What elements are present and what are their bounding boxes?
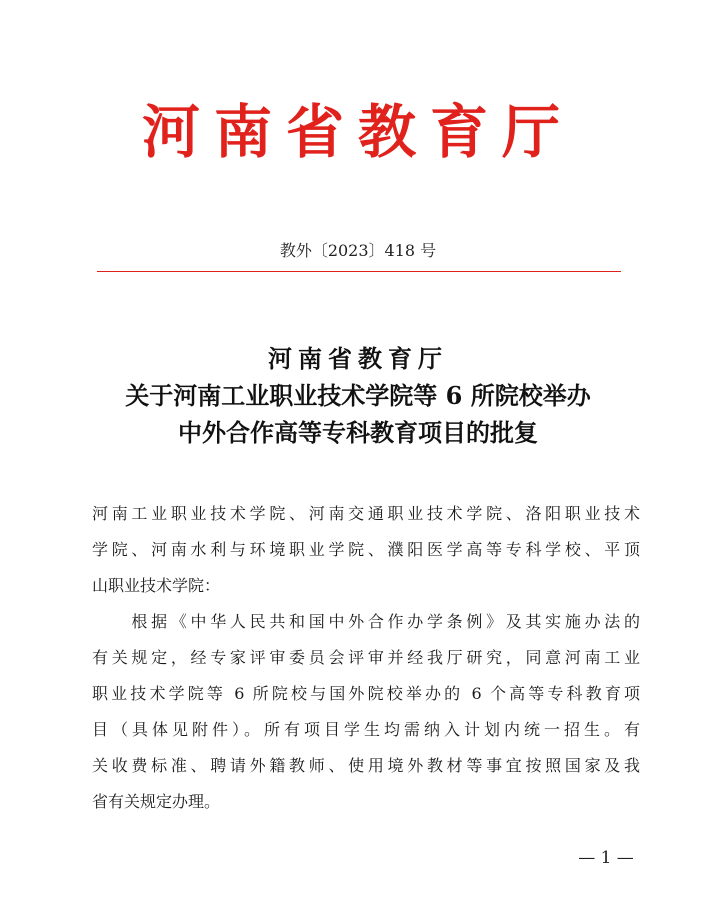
issuing-organization-header: 河南省教育厅 xyxy=(141,98,574,166)
body-paragraph-line-2: 有关规定，经专家评审委员会评审并经我厅研究，同意河南工业 xyxy=(92,648,640,667)
recipients-line-2: 学院、河南水利与环境职业学院、濮阳医学高等专科学校、平顶 xyxy=(92,540,640,559)
recipients-line-1: 河南工业职业技术学院、河南交通职业技术学院、洛阳职业技术 xyxy=(92,504,640,523)
body-paragraph-line-4: 目（具体见附件）。所有项目学生均需纳入计划内统一招生。有 xyxy=(92,720,640,739)
title-line-organization: 河南省教育厅 xyxy=(268,344,448,373)
red-separator-line xyxy=(97,271,621,272)
body-paragraph-line-1: 根据《中华人民共和国中外合作办学条例》及其实施办法的 xyxy=(92,612,640,631)
body-paragraph-line-5: 关收费标准、聘请外籍教师、使用境外教材等事宜按照国家及我 xyxy=(92,756,640,775)
body-paragraph-line-6: 省有关规定办理。 xyxy=(92,792,221,811)
page-number: — 1 — xyxy=(578,848,634,868)
body-paragraph-line-3: 职业技术学院等 6 所院校与国外院校举办的 6 个高等专科教育项 xyxy=(92,684,640,703)
document-body xyxy=(92,496,640,820)
document-title xyxy=(0,340,716,451)
title-line-subject-cont: 中外合作高等专科教育项目的批复 xyxy=(178,418,538,447)
document-number: 教外〔2023〕418 号 xyxy=(279,241,437,260)
title-line-subject: 关于河南工业职业技术学院等 6 所院校举办 xyxy=(125,381,591,410)
recipients-line-3: 山职业技术学院： xyxy=(92,576,221,595)
